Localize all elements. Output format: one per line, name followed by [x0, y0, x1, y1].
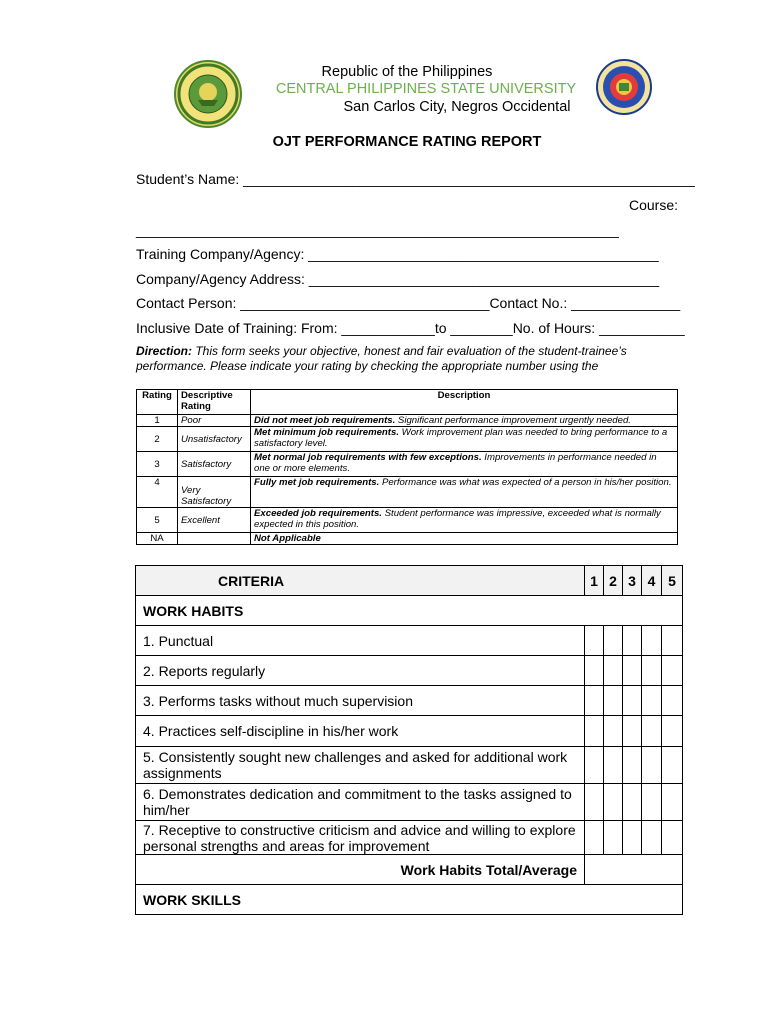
rating-row [137, 427, 678, 452]
student-name-field[interactable]: Student’s Name: __________________________________________________________ [136, 171, 695, 187]
score-checkbox[interactable] [585, 784, 604, 821]
description-header: Description [251, 390, 678, 415]
criteria-item: 2. Reports regularly [136, 656, 585, 686]
score-checkbox[interactable] [662, 784, 683, 821]
university-name: CENTRAL PHILIPPINES STATE UNIVERSITY [275, 81, 577, 97]
score-checkbox[interactable] [623, 686, 642, 716]
score-header-2: 2 [604, 566, 623, 596]
score-checkbox[interactable] [585, 656, 604, 686]
rating-description: Not Applicable [251, 533, 678, 545]
rating-value: 1 [137, 415, 178, 427]
score-checkbox[interactable] [623, 656, 642, 686]
rating-description: Met minimum job requirements. Work improvement plan was needed to bring performance to a satisfactory level. [251, 427, 678, 452]
score-checkbox[interactable] [604, 821, 623, 855]
rating-row [137, 452, 678, 477]
rating-descriptive: Very Satisfactory [178, 477, 251, 508]
section-row-work-habits [136, 596, 683, 626]
criteria-row [136, 686, 683, 716]
score-checkbox[interactable] [662, 821, 683, 855]
company-field[interactable]: Training Company/Agency: _____________________________________________ [136, 246, 659, 262]
score-checkbox[interactable] [642, 747, 662, 784]
rating-row [137, 477, 678, 508]
score-checkbox[interactable] [623, 626, 642, 656]
score-checkbox[interactable] [604, 686, 623, 716]
rating-row [137, 415, 678, 427]
criteria-row [136, 747, 683, 784]
score-checkbox[interactable] [623, 747, 642, 784]
rating-description: Exceeded job requirements. Student performance was impressive, exceeded what is normally expected in this position. [251, 508, 678, 533]
score-checkbox[interactable] [585, 716, 604, 747]
rating-descriptive: Satisfactory [178, 452, 251, 477]
criteria-row [136, 626, 683, 656]
criteria-row [136, 656, 683, 686]
criteria-header: CRITERIA [136, 566, 585, 596]
score-checkbox[interactable] [642, 821, 662, 855]
rating-header: Rating [137, 390, 178, 415]
descriptive-header: Descriptive Rating [178, 390, 251, 415]
rating-header-row [137, 390, 678, 415]
score-checkbox[interactable] [604, 626, 623, 656]
total-row [136, 855, 683, 885]
rating-descriptive: Unsatisfactory [178, 427, 251, 452]
score-checkbox[interactable] [623, 821, 642, 855]
direction-body: This form seeks your objective, honest and fair evaluation of the student-trainee’s performance. Please indicate your rating by checking the appropriate number using the [136, 344, 627, 373]
score-header-1: 1 [585, 566, 604, 596]
score-checkbox[interactable] [662, 656, 683, 686]
rating-scale-table [136, 389, 678, 545]
criteria-row [136, 716, 683, 747]
score-checkbox[interactable] [585, 747, 604, 784]
criteria-item: 4. Practices self-discipline in his/her work [136, 716, 585, 747]
work-habits-total-label: Work Habits Total/Average [136, 855, 585, 885]
section-title-work-skills: WORK SKILLS [136, 885, 683, 915]
score-checkbox[interactable] [642, 784, 662, 821]
rating-row [137, 508, 678, 533]
score-checkbox[interactable] [662, 626, 683, 656]
work-habits-total-field[interactable] [585, 855, 683, 885]
contact-no-label: Contact No.: ______________ [489, 295, 681, 311]
criteria-item: 6. Demonstrates dedication and commitment to the tasks assigned to him/her [136, 784, 585, 821]
criteria-header-row [136, 566, 683, 596]
score-checkbox[interactable] [585, 686, 604, 716]
criteria-item: 5. Consistently sought new challenges and asked for additional work assignments [136, 747, 585, 784]
course-field[interactable]: ______________________________________________________________ [136, 222, 619, 238]
address-field[interactable]: Company/Agency Address: _____________________________________________ [136, 271, 660, 287]
rating-value: 5 [137, 508, 178, 533]
course-label: Course: [628, 197, 678, 213]
score-checkbox[interactable] [585, 626, 604, 656]
rating-value: 3 [137, 452, 178, 477]
rating-description: Did not meet job requirements. Significant performance improvement urgently needed. [251, 415, 678, 427]
rating-value: 4 [137, 477, 178, 508]
score-checkbox[interactable] [604, 716, 623, 747]
rating-value: 2 [137, 427, 178, 452]
criteria-item: 7. Receptive to constructive criticism and advice and willing to explore personal strengths and areas for improvement [136, 821, 585, 855]
contact-person-label: Contact Person: ________________________________ [136, 295, 490, 311]
rating-description: Fully met job requirements. Performance was what was expected of a person in his/her position. [251, 477, 678, 508]
score-checkbox[interactable] [642, 716, 662, 747]
score-checkbox[interactable] [604, 747, 623, 784]
rating-value: NA [137, 533, 178, 545]
score-checkbox[interactable] [623, 716, 642, 747]
rating-description: Met normal job requirements with few exceptions. Improvements in performance needed in one or more elements. [251, 452, 678, 477]
criteria-table [135, 565, 683, 915]
republic-line: Republic of the Philippines [321, 64, 493, 80]
criteria-item: 1. Punctual [136, 626, 585, 656]
rating-descriptive: Poor [178, 415, 251, 427]
direction-text [136, 344, 656, 374]
score-checkbox[interactable] [623, 784, 642, 821]
score-checkbox[interactable] [662, 686, 683, 716]
score-checkbox[interactable] [642, 686, 662, 716]
score-checkbox[interactable] [585, 821, 604, 855]
score-checkbox[interactable] [662, 716, 683, 747]
criteria-row [136, 821, 683, 855]
criteria-row [136, 784, 683, 821]
direction-label: Direction: [136, 344, 193, 358]
score-header-3: 3 [623, 566, 642, 596]
score-checkbox[interactable] [662, 747, 683, 784]
training-dates-field[interactable]: Inclusive Date of Training: From: ____________to ________No. of Hours: ___________ [136, 320, 685, 336]
score-checkbox[interactable] [642, 626, 662, 656]
rating-descriptive: Excellent [178, 508, 251, 533]
score-checkbox[interactable] [642, 656, 662, 686]
score-checkbox[interactable] [604, 656, 623, 686]
page-title: OJT PERFORMANCE RATING REPORT [272, 134, 542, 150]
score-checkbox[interactable] [604, 784, 623, 821]
university-location: San Carlos City, Negros Occidental [343, 99, 571, 115]
section-row-work-skills [136, 885, 683, 915]
section-title-work-habits: WORK HABITS [136, 596, 683, 626]
rating-descriptive [178, 533, 251, 545]
score-header-4: 4 [642, 566, 662, 596]
score-header-5: 5 [662, 566, 683, 596]
criteria-item: 3. Performs tasks without much supervision [136, 686, 585, 716]
contact-person-field[interactable] [136, 295, 681, 311]
rating-row [137, 533, 678, 545]
